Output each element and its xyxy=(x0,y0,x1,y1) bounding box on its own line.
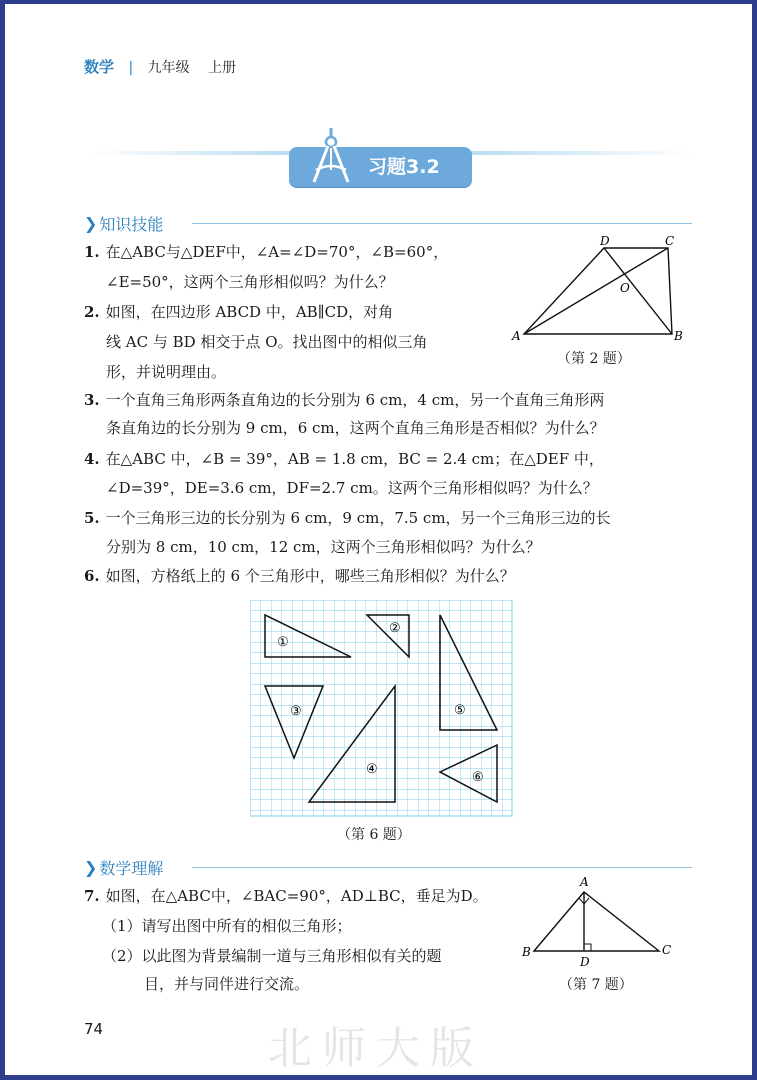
problem-number: 4. xyxy=(84,450,100,468)
banner-line-right xyxy=(470,151,695,155)
problem-text: 如图，在△ABC中，∠BAC=90°，AD⊥BC，垂足为D。 xyxy=(105,887,488,905)
figure-7-caption: （第 7 题） xyxy=(559,977,633,993)
problem-7-sub-2-line-2: 目，并与同伴进行交流。 xyxy=(144,975,310,993)
section-rule xyxy=(192,223,692,224)
triangle-label-3: ③ xyxy=(290,704,302,719)
triangle-label-2: ② xyxy=(389,621,401,636)
problem-4-line-1 xyxy=(84,449,604,469)
figure-7-right-triangle xyxy=(518,874,678,970)
problem-text: 在△ABC与△DEF中，∠A=∠D=70°，∠B=60°， xyxy=(105,243,449,261)
section-title: 数学理解 xyxy=(99,859,164,878)
header-subject: 数学 xyxy=(84,58,115,76)
label-b: B xyxy=(522,945,531,959)
problem-text: 在△ABC 中，∠B = 39°，AB = 1.8 cm，BC = 2.4 cm；在△DEF 中， xyxy=(105,450,604,468)
header-volume: 上册 xyxy=(208,60,237,76)
label-c: C xyxy=(665,236,675,248)
chevron-right-icon: ❯ xyxy=(84,858,98,877)
problem-5-line-2: 分别为 8 cm，10 cm，12 cm，这两个三角形相似吗？为什么？ xyxy=(106,538,541,556)
label-d: D xyxy=(580,955,590,969)
section-heading-understanding xyxy=(84,856,163,879)
problem-7-line-1 xyxy=(84,886,488,906)
problem-number: 2. xyxy=(84,303,100,321)
chevron-right-icon: ❯ xyxy=(84,214,98,233)
exercise-title: 习题3.2 xyxy=(368,156,440,178)
label-a: A xyxy=(580,875,589,889)
label-a: A xyxy=(512,329,521,343)
section-rule xyxy=(192,867,692,868)
problem-3-line-1 xyxy=(84,390,604,410)
triangle-label-5: ⑤ xyxy=(454,703,466,718)
section-title: 知识技能 xyxy=(99,215,164,234)
figure-6-grid xyxy=(250,600,514,818)
figure-2-trapezoid xyxy=(510,236,690,348)
page-header xyxy=(84,56,236,77)
problem-1-line-1 xyxy=(84,242,448,262)
figure-2-caption: （第 2 题） xyxy=(557,351,631,367)
problem-3-line-2: 条直角边的长分别为 9 cm，6 cm，这两个直角三角形是否相似？为什么？ xyxy=(106,419,605,437)
section-heading-skills xyxy=(84,212,163,235)
triangle-label-4: ④ xyxy=(366,762,378,777)
problem-7-sub-1: （1）请写出图中所有的相似三角形； xyxy=(102,917,352,935)
problem-number: 1. xyxy=(84,243,100,261)
publisher-watermark: 北师大版 xyxy=(268,1023,484,1074)
problem-number: 6. xyxy=(84,567,100,585)
problem-2-line-2: 线 AC 与 BD 相交于点 O。找出图中的相似三角 xyxy=(106,333,428,351)
label-c: C xyxy=(662,943,672,957)
label-d: D xyxy=(600,236,610,248)
problem-number: 3. xyxy=(84,391,100,409)
problem-number: 7. xyxy=(84,887,100,905)
label-b: B xyxy=(674,329,683,343)
problem-text: 如图，在四边形 ABCD 中，AB∥CD，对角 xyxy=(105,303,394,321)
banner-line-left xyxy=(90,151,290,155)
problem-6-line-1 xyxy=(84,566,515,586)
compass-icon xyxy=(306,126,356,188)
figure-6-caption: （第 6 题） xyxy=(337,827,411,843)
page-number: 74 xyxy=(84,1020,104,1038)
triangle-label-1: ① xyxy=(277,635,289,650)
problem-number: 5. xyxy=(84,509,100,527)
header-grade: 九年级 xyxy=(147,60,190,76)
problem-4-line-2: ∠D=39°，DE=3.6 cm，DF=2.7 cm。这两个三角形相似吗？为什么？ xyxy=(106,479,598,497)
problem-2-line-3: 形，并说明理由。 xyxy=(106,363,227,381)
triangle-label-6: ⑥ xyxy=(472,770,484,785)
problem-text: 一个三角形三边的长分别为 6 cm，9 cm，7.5 cm，另一个三角形三边的长 xyxy=(105,509,611,527)
problem-2-line-1 xyxy=(84,302,393,322)
label-o: O xyxy=(620,281,630,295)
problem-5-line-1 xyxy=(84,508,611,528)
problem-1-line-2: ∠E=50°，这两个三角形相似吗？为什么？ xyxy=(106,273,394,291)
problem-text: 如图，方格纸上的 6 个三角形中，哪些三角形相似？为什么？ xyxy=(105,567,515,585)
problem-text: 一个直角三角形两条直角边的长分别为 6 cm，4 cm，另一个直角三角形两 xyxy=(105,391,605,409)
header-separator: | xyxy=(128,60,134,76)
problem-7-sub-2-line-1: （2）以此图为背景编制一道与三角形相似有关的题 xyxy=(102,947,442,965)
